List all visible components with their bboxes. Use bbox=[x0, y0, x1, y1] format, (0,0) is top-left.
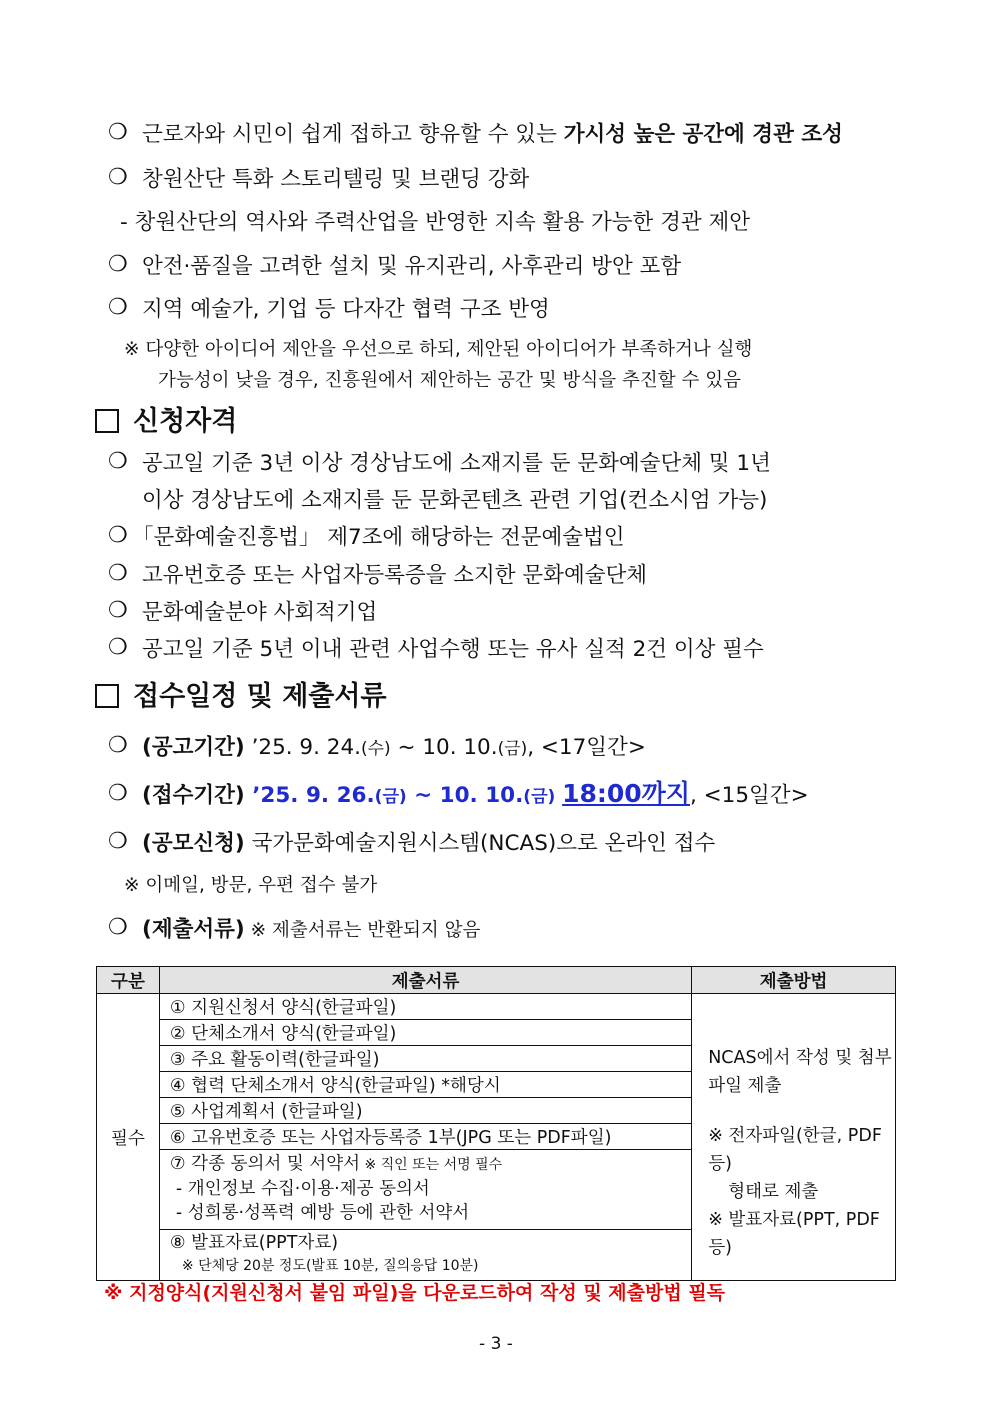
bullet-icon: ❍ bbox=[108, 635, 128, 660]
doc-cell: ② 단체소개서 양식(한글파일) bbox=[159, 1020, 691, 1046]
bullet-icon: ❍ bbox=[108, 915, 128, 940]
doc-cell: ⑥ 고유번호증 또는 사업자등록증 1부(JPG 또는 PDF파일) bbox=[159, 1124, 691, 1150]
footer-note: ※ 지정양식(지원신청서 붙임 파일)을 다운로드하여 작성 및 제출방법 필독 bbox=[104, 1282, 726, 1304]
category-cell: 필수 bbox=[97, 994, 160, 1281]
doc-cell: ③ 주요 활동이력(한글파일) bbox=[159, 1046, 691, 1072]
bullet-icon: ❍ bbox=[108, 561, 128, 586]
bullet-item: 근로자와 시민이 쉽게 접하고 향유할 수 있는 가시성 높은 공간에 경관 조성 bbox=[142, 122, 843, 147]
doc-cell: ⑦ 각종 동의서 및 서약서 ※ 직인 또는 서명 필수 - 개인정보 수집·이용·제공 동의서 - 성희롱·성폭력 예방 등에 관한 서약서 bbox=[159, 1150, 691, 1230]
bullet-item: 지역 예술가, 기업 등 다자간 협력 구조 반영 bbox=[142, 297, 550, 322]
bullet-item: 「문화예술진흥법」 제7조에 해당하는 전문예술법인 bbox=[132, 525, 625, 550]
method-line: 형태로 제출 bbox=[728, 1182, 819, 1202]
bullet-icon: ❍ bbox=[108, 781, 128, 806]
section-heading: 신청자격 bbox=[95, 404, 237, 440]
section-heading: 접수일정 및 제출서류 bbox=[95, 679, 387, 715]
bullet-item: 문화예술분야 사회적기업 bbox=[142, 600, 378, 625]
method-line: NCAS에서 작성 및 첨부 bbox=[708, 1048, 892, 1068]
bullet-icon: ❍ bbox=[108, 449, 128, 474]
bullet-icon: ❍ bbox=[108, 733, 128, 758]
header-category: 구분 bbox=[97, 967, 160, 994]
header-method: 제출방법 bbox=[692, 967, 896, 994]
bullet-item: 공고일 기준 5년 이내 관련 사업수행 또는 유사 실적 2건 이상 필수 bbox=[142, 637, 764, 662]
documents-table bbox=[96, 966, 896, 1281]
doc-cell: ① 지원신청서 양식(한글파일) bbox=[159, 994, 691, 1020]
bullet-item: 창원산단 특화 스토리텔링 및 브랜딩 강화 bbox=[142, 167, 530, 192]
bullet-item: 공고일 기준 3년 이상 경상남도에 소재지를 둔 문화예술단체 및 1년 bbox=[142, 451, 771, 476]
receipt-period: (접수기간) ’25. 9. 26.(금) ~ 10. 10.(금) 18:00까지, <15일간> bbox=[142, 779, 809, 808]
method-cell bbox=[692, 994, 896, 1281]
table-header-row bbox=[97, 967, 896, 994]
bullet-icon: ❍ bbox=[108, 165, 128, 190]
note-line: ※ 다양한 아이디어 제안을 우선으로 하되, 제안된 아이디어가 부족하거나 실행 bbox=[124, 339, 753, 360]
bullet-item-cont: 이상 경상남도에 소재지를 둔 문화콘텐츠 관련 기업(컨소시엄 가능) bbox=[142, 488, 768, 513]
header-documents: 제출서류 bbox=[159, 967, 691, 994]
method-line: 파일 제출 bbox=[708, 1076, 782, 1096]
page-number: - 3 - bbox=[479, 1334, 513, 1354]
bullet-icon: ❍ bbox=[108, 120, 128, 145]
bullet-icon: ❍ bbox=[108, 295, 128, 320]
method-line: ※ 발표자료(PPT, PDF 등) bbox=[708, 1210, 880, 1258]
bullet-icon: ❍ bbox=[108, 523, 128, 548]
submission-docs: (제출서류) ※ 제출서류는 반환되지 않음 bbox=[142, 917, 481, 942]
doc-cell: ④ 협력 단체소개서 양식(한글파일) *해당시 bbox=[159, 1072, 691, 1098]
note-line: ※ 이메일, 방문, 우편 접수 불가 bbox=[124, 875, 378, 896]
table-row bbox=[97, 994, 896, 1020]
bullet-icon: ❍ bbox=[108, 252, 128, 277]
bullet-icon: ❍ bbox=[108, 598, 128, 623]
method-line: ※ 전자파일(한글, PDF 등) bbox=[708, 1126, 882, 1174]
dash-item: - 창원산단의 역사와 주력산업을 반영한 지속 활용 가능한 경관 제안 bbox=[120, 210, 751, 235]
bullet-item: 안전·품질을 고려한 설치 및 유지관리, 사후관리 방안 포함 bbox=[142, 254, 682, 279]
checkbox-square-icon bbox=[95, 409, 119, 433]
checkbox-square-icon bbox=[95, 684, 119, 708]
application-method: (공모신청) 국가문화예술지원시스템(NCAS)으로 온라인 접수 bbox=[142, 831, 716, 856]
doc-cell: ⑧ 발표자료(PPT자료) ※ 단체당 20분 정도(발표 10분, 질의응답 10분) bbox=[159, 1230, 691, 1281]
notice-period: (공고기간) ’25. 9. 24.(수) ~ 10. 10.(금), <17일간> bbox=[142, 735, 646, 760]
note-line: 가능성이 낮을 경우, 진흥원에서 제안하는 공간 및 방식을 추진할 수 있음 bbox=[158, 370, 741, 391]
doc-cell: ⑤ 사업계획서 (한글파일) bbox=[159, 1098, 691, 1124]
bullet-icon: ❍ bbox=[108, 829, 128, 854]
bullet-item: 고유번호증 또는 사업자등록증을 소지한 문화예술단체 bbox=[142, 563, 648, 588]
